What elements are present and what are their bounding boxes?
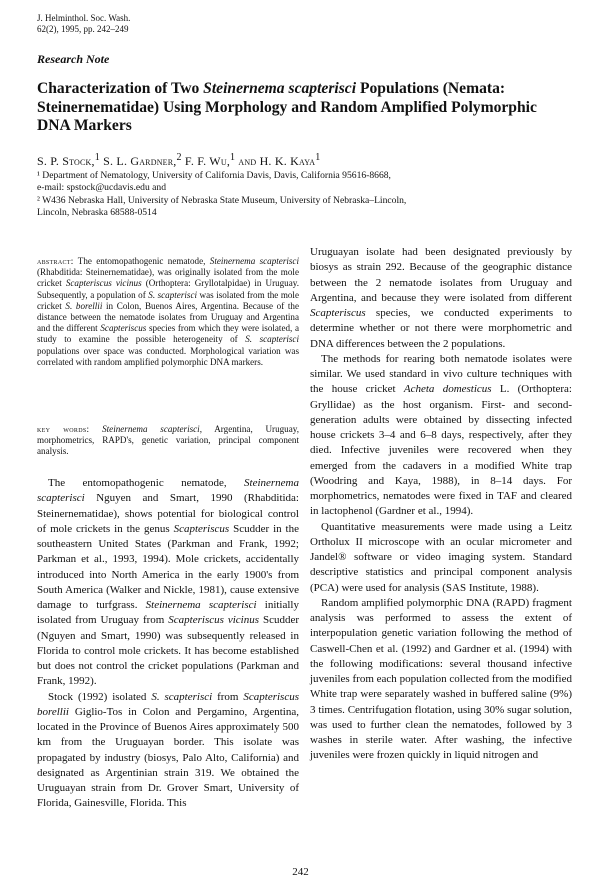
title-text-rest: Populations (Nemata: Steinernematidae) Using Morphology and Random Amplified Polymorphic DNA Markers <box>37 80 537 134</box>
abstract-species: S. borellii <box>65 300 103 311</box>
abstract-species: Scapteriscus <box>100 323 147 334</box>
body-text: Uruguayan isolate had been designated previously by biosys as strain 292. Because of the geographic distance between the 2 nematode isolates from Uruguay and Argentina, and because they were isolated from different <box>310 246 572 304</box>
keywords <box>37 424 299 458</box>
body-species: Scapteriscus vicinus <box>168 614 259 627</box>
abstract-species: S. scapterisci <box>148 289 198 300</box>
page-number: 242 <box>292 866 309 878</box>
right-column <box>310 245 572 764</box>
author-list <box>37 152 320 169</box>
keywords-label: key words: <box>37 424 90 434</box>
body-text: Nguyen and Smart, 1990 (Rhabditida: Steinernematidae), shows potential for biological control of mole crickets in the genus <box>37 492 299 535</box>
abstract <box>37 256 299 368</box>
abstract-species: Scapteriscus vicinus <box>65 278 142 289</box>
paragraph <box>310 352 572 520</box>
author-2-affil: 2 <box>176 152 182 163</box>
body-text: The entomopathogenic nematode, <box>48 477 245 489</box>
paragraph <box>37 690 299 812</box>
body-text: from <box>212 690 244 703</box>
author-2: S. L. Gardner, <box>99 154 177 168</box>
author-1-affil: 1 <box>94 152 100 163</box>
keywords-species: Steinernema scapterisci <box>102 424 200 434</box>
title-text: Characterization of Two <box>37 80 204 97</box>
paragraph: Quantitative measurements were made using a Leitz Ortholux II microscope with an ocular micrometer and Jandel® software or video imaging system. Standard descriptive statistics and principal component analysis (PCA) were used for analysis (SAS Institute, 1988). <box>310 520 572 594</box>
journal-volume: 62(2), 1995, pp. 242–249 <box>37 24 129 34</box>
body-text: Stock (1992) isolated <box>48 690 152 703</box>
article-title <box>37 80 557 136</box>
abstract-text: (Orthoptera: Gryllotalpidae) in Uruguay. Subsequently, a population of <box>37 278 299 300</box>
body-text: Giglio-Tos in Colon and Pergamino, Argentina, located in the Province of Buenos Aires approximately 500 km from the Uruguayan border. This isolate was propagated by industry (biosys, Palo Alto, California) and designated as Argentinian strain 319. We obtained the Uruguayan strain from Dr. Grover Smart, University of Florida, Gainesville, Florida. This <box>37 705 299 810</box>
body-text: Scudder (Nguyen and Smart, 1990) was subsequently released in Florida to control mole crickets. It has become established but does not control the cricket populations (Parkman and Frank, 1992). <box>37 614 299 688</box>
abstract-species: Steinernema scapterisci <box>209 256 299 266</box>
author-4-affil: 1 <box>315 152 321 163</box>
body-text: L. (Orthoptera: Gryllidae) as the host organism. First- and second-generation adults were obtained by dissecting infected house crickets 3–4 and 6–8 days, respectively, after they died. Infective juveniles were recovered when they emerged from the cadavers in a modified White trap (Woodring and Kaya, 1988), in 8–14 days. For morphometrics, nematodes were fixed in TAF and cleared in lactophenol (Gardner et al., 1994). <box>310 383 572 518</box>
body-species: Steinernema scapterisci <box>37 477 299 505</box>
body-species: Scapteriscus <box>173 522 230 535</box>
body-species: Acheta domesticus <box>403 383 492 396</box>
abstract-text: The entomopathogenic nematode, <box>73 256 210 266</box>
affiliation-2-city: Lincoln, Nebraska 68588-0514 <box>37 207 157 219</box>
body-text: The methods for rearing both nematode isolates were similar. We used standard in vivo culture techniques with the house cricket <box>310 352 572 396</box>
author-conjunction: and <box>235 154 260 168</box>
left-column <box>37 476 299 812</box>
paragraph: Random amplified polymorphic DNA (RAPD) fragment analysis was performed to assess the extent of interpopulation genetic variation following the method of Caswell-Chen et al. (1992) and Gardner et al. (1994) with the following modifications: several thousand infective juveniles from each population collected from the modified White trap were separately washed in buffered saline (9%) 3 times. Centrifugation flotation, using 30% sugar solution, was used to further clean the nematodes, followed by 3 washes in sterile water. After washing, the infective juveniles were frozen quickly in liquid nitrogen and <box>310 596 572 762</box>
abstract-text: was isolated from the mole cricket <box>37 289 299 311</box>
body-species: Scapteriscus <box>310 307 366 319</box>
author-3: F. F. Wu, <box>181 154 231 168</box>
author-1: S. P. Stock, <box>37 154 95 168</box>
abstract-text: populations over space was conducted. Morphological variation was correlated with random amplified polymorphic DNA markers. <box>37 345 299 367</box>
body-text: Scudder in the southeastern United States (Parkman and Frank, 1992; Parkman et al., 1993, 1994). Mole crickets, accidentally introduced into North America in the early 1900's from South America (Walker and Nickle, 1981), cause extensive damage to turfgrass. <box>37 522 299 611</box>
section-label: Research Note <box>37 52 110 66</box>
body-species: Steinernema scapterisci <box>145 599 257 611</box>
body-text: species, we conducted experiments to determine whether or not there were morphometric and DNA differences between the 2 populations. <box>310 307 572 350</box>
abstract-text: species from which they were isolated, a study to examine the possible heterogeneity of <box>37 323 300 345</box>
abstract-text: (Rhabditida: Steinernematidae), was originally isolated from the mole cricket <box>37 267 299 289</box>
abstract-text: in Colon, Buenos Aires, Argentina. Because of the distance between the nematode isolates from Uruguay and Argentina and the different <box>37 300 300 334</box>
author-3-affil: 1 <box>230 152 236 163</box>
keywords-text: , Argentina, Uruguay, morphometrics, RAPD's, genetic variation, principal component analysis. <box>37 424 299 457</box>
affiliation-1: ¹ Department of Nematology, University of California Davis, Davis, California 95616-8668, <box>37 170 391 181</box>
affiliations <box>37 170 567 220</box>
body-text: initially isolated from Uruguay from <box>37 599 299 627</box>
journal-name: J. Helminthol. Soc. Wash. <box>37 13 131 23</box>
body-species: Scapteriscus borellii <box>37 690 299 718</box>
author-4: H. K. Kaya <box>259 154 316 168</box>
affiliation-2: ² W436 Nebraska Hall, University of Nebraska State Museum, University of Nebraska–Lincoln, <box>37 194 407 206</box>
abstract-species: S. scapterisci <box>245 334 299 345</box>
journal-citation <box>37 13 130 35</box>
title-species: Steinernema scapterisci <box>203 80 357 97</box>
body-species: S. scapterisci <box>151 690 213 703</box>
paragraph <box>310 245 572 352</box>
paragraph <box>37 476 299 690</box>
affiliation-email: e-mail: spstock@ucdavis.edu and <box>37 182 166 194</box>
abstract-label: abstract: <box>37 256 74 266</box>
